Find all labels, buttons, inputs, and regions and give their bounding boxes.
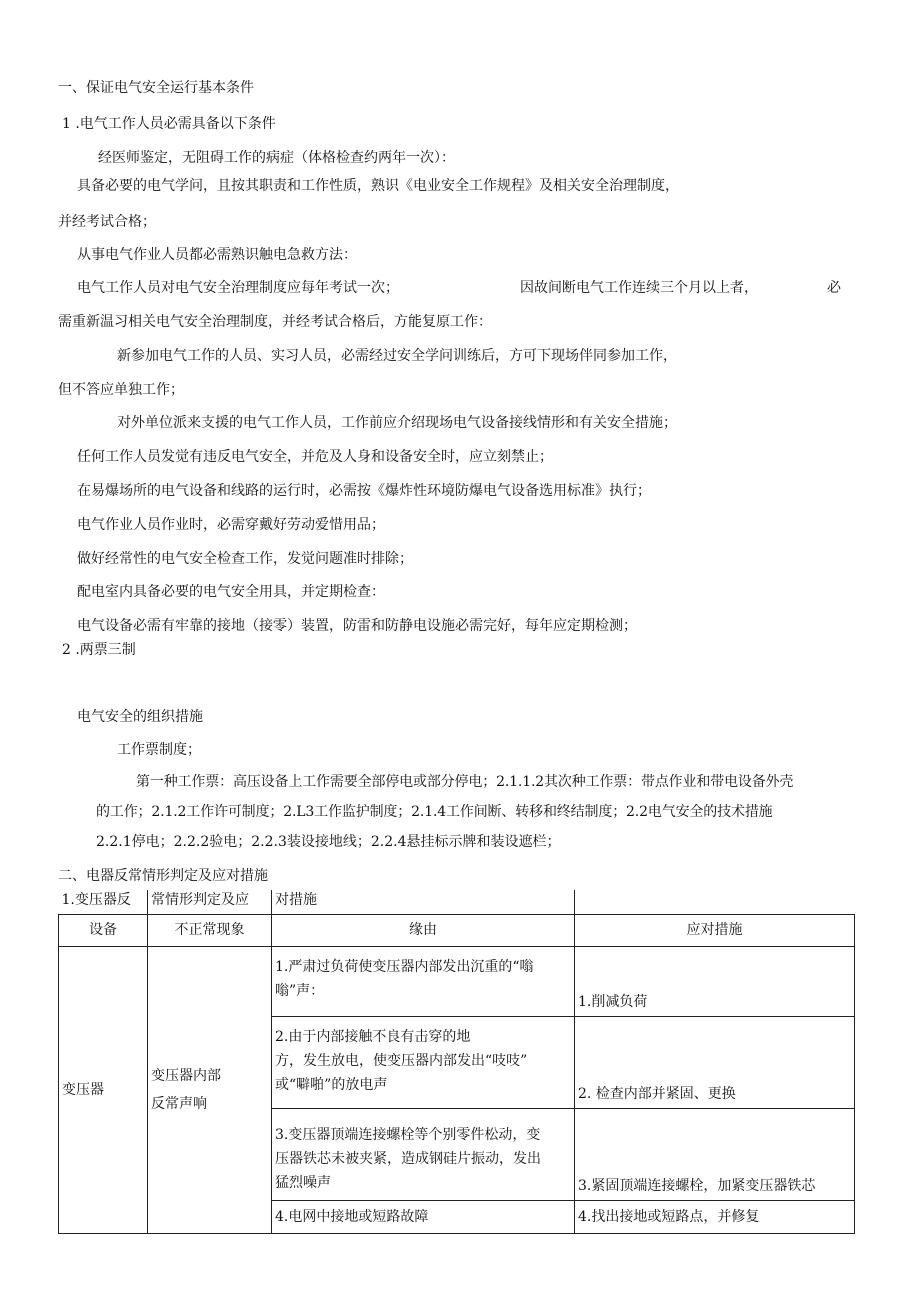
caption-cell: 对措施 (272, 890, 575, 914)
paragraph: 任何工作人员发觉有违反电气安全，并危及人身和设备安全时，应立刻禁止； (77, 449, 553, 465)
measure-cell: 2. 检查内部并紧固、更换 (575, 1016, 855, 1108)
subsection-1-heading: 1 .电气工作人员必需具备以下条件 (62, 116, 276, 132)
measure-cell: 1.削减负荷 (575, 946, 855, 1016)
cause-line: 猛烈噪声 (275, 1174, 331, 1191)
caption-cell (575, 890, 855, 914)
table-caption-row (59, 890, 855, 914)
paragraph: 第一种工作票：高压设备上工作需要全部停电或部分停电；2.1.1.2其次种工作票：带点作业和带电设备外壳 (136, 774, 794, 790)
paragraph: 工作票制度； (117, 742, 201, 758)
paragraph: 2.2.1停电；2.2.2验电；2.2.3装设接地线；2.2.4悬挂标示牌和装设遮栏； (96, 834, 561, 850)
header-phenomenon: 不正常现象 (148, 914, 272, 946)
paragraph: 必 (827, 280, 841, 296)
paragraph: 经医师鉴定，无阻碍工作的病症（体格检查约两年一次）： (98, 150, 455, 166)
subsection-2-heading: 2 .两票三制 (62, 642, 136, 658)
paragraph: 因故间断电气工作连续三个月以上者， (520, 280, 758, 296)
cause-cell: 4.电网中接地或短路故障 (272, 1200, 575, 1233)
paragraph: 新参加电气工作的人员、实习人员，必需经过安全学问训练后，方可下现场伴同参加工作， (117, 348, 677, 364)
paragraph: 从事电气作业人员都必需熟识触电急救方法： (77, 247, 357, 263)
cause-line: 压器铁芯未被夹紧，造成钢硅片振动，发出 (275, 1150, 541, 1167)
paragraph: 对外单位派来支援的电气工作人员，工作前应介绍现场电气设备接线情形和有关安全措施； (117, 415, 677, 431)
paragraph: 但不答应单独工作； (58, 382, 184, 398)
paragraph: 做好经常性的电气安全检查工作，发觉问题准时排除； (77, 551, 413, 567)
cause-line: 方，发生放电，使变压器内部发出“吱吱” (275, 1052, 528, 1069)
paragraph: 需重新温习相关电气安全治理制度，并经考试合格后，方能复原工作： (58, 314, 492, 330)
caption-cell: 常情形判定及应 (148, 890, 272, 914)
cause-cell (272, 1108, 575, 1200)
header-cause: 缘由 (272, 914, 575, 946)
device-cell: 变压器 (59, 946, 148, 1233)
cause-line: 或“噼啪”的放电声 (275, 1076, 388, 1093)
cause-line: 嗡”声： (275, 982, 325, 999)
cause-line: 1.严肃过负荷使变压器内部发出沉重的“嗡 (275, 958, 534, 975)
cause-line: 3.变压器顶端连接螺栓等个别零件松动，变 (275, 1126, 541, 1143)
table-row (59, 946, 855, 1016)
fault-table (58, 890, 855, 1234)
paragraph: 具备必要的电气学问，且按其职责和工作性质，熟识《电业安全工作规程》及相关安全治理制度， (77, 178, 679, 194)
paragraph: 的工作；2.1.2工作许可制度；2.L3工作监护制度；2.1.4工作间断、转移和终结制度；2.2电气安全的技术措施 (96, 804, 773, 820)
paragraph: 配电室内具备必要的电气安全用具，并定期检查： (77, 584, 385, 600)
section-2-title: 二、电器反常情形判定及应对措施 (58, 868, 268, 884)
header-device: 设备 (59, 914, 148, 946)
phenomenon-line: 反常声响 (151, 1095, 207, 1112)
paragraph: 电气工作人员对电气安全治理制度应每年考试一次； (77, 280, 399, 296)
phenomenon-line: 变压器内部 (151, 1067, 221, 1084)
cause-cell (272, 946, 575, 1016)
measure-cell: 4.找出接地或短路点，并修复 (575, 1200, 855, 1233)
paragraph: 并经考试合格； (58, 214, 156, 230)
paragraph: 在易爆场所的电气设备和线路的运行时，必需按《爆炸性环境防爆电气设备选用标准》执行； (77, 483, 651, 499)
table-header-row (59, 914, 855, 946)
section-1-title: 一、保证电气安全运行基本条件 (58, 80, 254, 96)
paragraph: 电气安全的组织措施 (77, 709, 203, 725)
measure-cell: 3.紧固顶端连接螺栓，加紧变压器铁芯 (575, 1108, 855, 1200)
caption-cell: 1.变压器反 (59, 890, 148, 914)
cause-line: 2.由于内部接触不良有击穿的地 (275, 1028, 471, 1045)
phenomenon-cell (148, 946, 272, 1233)
header-measure: 应对措施 (575, 914, 855, 946)
paragraph: 电气作业人员作业时，必需穿戴好劳动爱惜用品； (77, 517, 385, 533)
cause-cell (272, 1016, 575, 1108)
paragraph: 电气设备必需有牢靠的接地（接零）装置，防雷和防静电设施必需完好，每年应定期检测； (77, 618, 637, 634)
